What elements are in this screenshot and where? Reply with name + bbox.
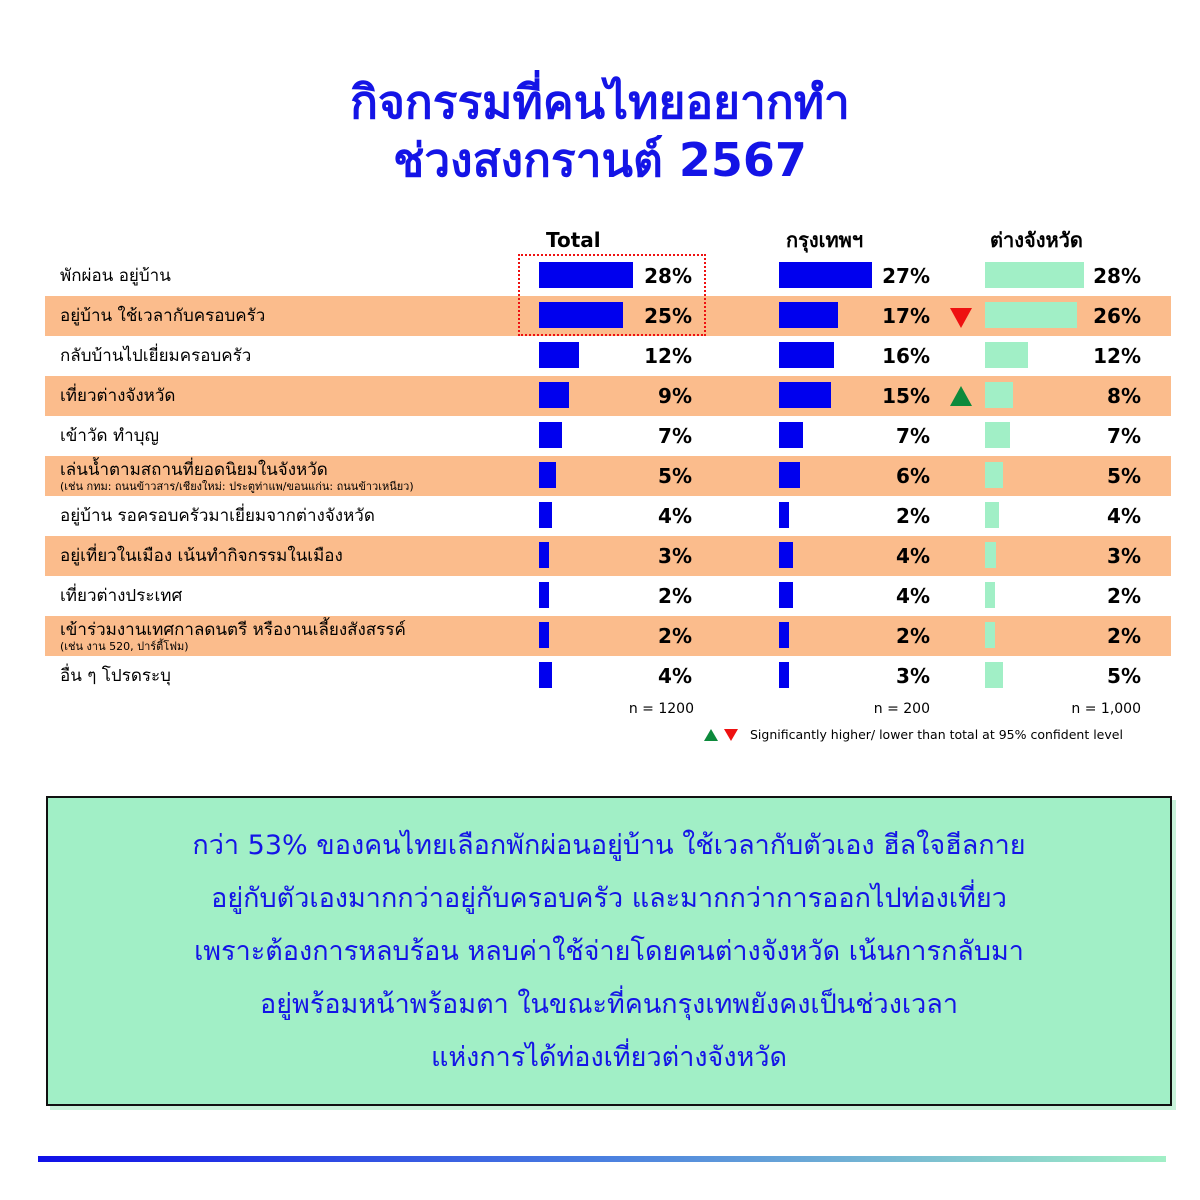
summary-line: อยู่พร้อมหน้าพร้อมตา ในขณะที่คนกรุงเทพยังคงเป็นช่วงเวลา <box>259 988 959 1020</box>
category-label <box>60 376 530 416</box>
chart-row <box>45 456 1171 496</box>
percent-label: 7% <box>658 424 692 448</box>
summary-line: อยู่กับตัวเองมากกว่าอยู่กับครอบครัว และมากกว่าการออกไปท่องเที่ยว <box>211 882 1007 914</box>
category-label-text: อยู่เที่ยวในเมือง เน้นทำกิจกรรมในเมือง <box>60 546 343 566</box>
percent-label: 2% <box>658 584 692 608</box>
percent-label: 25% <box>644 304 692 328</box>
category-label-text: อื่น ๆ โปรดระบุ <box>60 666 171 686</box>
percent-label: 12% <box>1093 344 1141 368</box>
bar-bangkok <box>779 542 793 568</box>
percent-label: 27% <box>882 264 930 288</box>
category-label <box>60 576 530 616</box>
chart-row <box>45 536 1171 576</box>
category-label-note: (เช่น กทม: ถนนข้าวสาร/เชียงใหม่: ประตูท่าแพ/ขอนแก่น: ถนนข้าวเหนียว) <box>60 479 414 493</box>
sample-size-label: n = 1,000 <box>1071 701 1141 717</box>
bar-total <box>539 462 556 488</box>
summary-line: แห่งการได้ท่องเที่ยวต่างจังหวัด <box>430 1041 788 1073</box>
category-label <box>60 336 530 376</box>
bar-total <box>539 582 549 608</box>
category-label <box>60 616 530 656</box>
bar-bangkok <box>779 342 834 368</box>
percent-label: 5% <box>1107 464 1141 488</box>
chart-row <box>45 656 1171 696</box>
category-label <box>60 416 530 456</box>
chart-row <box>45 496 1171 536</box>
category-label-note: (เช่น งาน 520, ปาร์ตี้โฟม) <box>60 639 189 653</box>
significance-legend <box>704 726 1154 744</box>
bar-bangkok <box>779 382 831 408</box>
category-label-text: เที่ยวต่างประเทศ <box>60 586 183 606</box>
category-label <box>60 296 530 336</box>
column-heading: ต่างจังหวัด <box>990 228 1083 252</box>
percent-label: 3% <box>658 544 692 568</box>
bar-bangkok <box>779 502 789 528</box>
percent-label: 28% <box>644 264 692 288</box>
bar-total <box>539 542 549 568</box>
percent-label: 2% <box>658 624 692 648</box>
summary-line: กว่า 53% ของคนไทยเลือกพักผ่อนอยู่บ้าน ใช้เวลากับตัวเอง ฮีลใจฮีลกาย <box>192 829 1026 861</box>
category-label-text: เข้าวัด ทำบุญ <box>60 426 159 446</box>
category-label-text: อยู่บ้าน รอครอบครัวมาเยี่ยมจากต่างจังหวัด <box>60 506 375 526</box>
percent-label: 2% <box>896 504 930 528</box>
bar-total <box>539 502 552 528</box>
chart-row <box>45 576 1171 616</box>
percent-label: 7% <box>1107 424 1141 448</box>
category-label-text: อยู่บ้าน ใช้เวลากับครอบครัว <box>60 306 266 326</box>
column-heading: Total <box>546 228 601 252</box>
bar-total <box>539 422 562 448</box>
summary-box <box>46 796 1172 1106</box>
column-heading: กรุงเทพฯ <box>786 228 864 252</box>
bar-bangkok <box>779 462 800 488</box>
bar-provincial <box>985 462 1003 488</box>
percent-label: 3% <box>896 664 930 688</box>
percent-label: 2% <box>1107 624 1141 648</box>
bar-provincial <box>985 542 996 568</box>
sample-size-label: n = 1200 <box>628 701 694 717</box>
category-label-text: เที่ยวต่างจังหวัด <box>60 386 176 406</box>
bar-total <box>539 662 552 688</box>
percent-label: 26% <box>1093 304 1141 328</box>
significantly-lower-icon <box>950 308 972 328</box>
bar-bangkok <box>779 622 789 648</box>
page-title-line-2: ช่วงสงกรานต์ 2567 <box>393 133 807 187</box>
percent-label: 8% <box>1107 384 1141 408</box>
chart-row <box>45 376 1171 416</box>
percent-label: 4% <box>896 544 930 568</box>
percent-label: 2% <box>1107 584 1141 608</box>
category-label-text: เข้าร่วมงานเทศกาลดนตรี หรืองานเลี้ยงสังสรรค์ <box>60 619 406 640</box>
bar-provincial <box>985 662 1003 688</box>
highlight-box <box>518 254 706 336</box>
chart-row <box>45 416 1171 456</box>
percent-label: 3% <box>1107 544 1141 568</box>
bar-provincial <box>985 342 1028 368</box>
category-label-text: พักผ่อน อยู่บ้าน <box>60 266 171 286</box>
bar-total <box>539 382 569 408</box>
category-label <box>60 536 530 576</box>
percent-label: 17% <box>882 304 930 328</box>
significantly-lower-icon <box>724 729 738 741</box>
percent-label: 9% <box>658 384 692 408</box>
bar-total <box>539 342 579 368</box>
category-label <box>60 496 530 536</box>
category-label <box>60 256 530 296</box>
percent-label: 4% <box>658 664 692 688</box>
bar-provincial <box>985 622 995 648</box>
percent-label: 6% <box>896 464 930 488</box>
page-title-line-1: กิจกรรมที่คนไทยอยากทำ <box>350 75 850 129</box>
percent-label: 5% <box>658 464 692 488</box>
percent-label: 16% <box>882 344 930 368</box>
bar-bangkok <box>779 582 793 608</box>
legend-text: Significantly higher/ lower than total at 95% confident level <box>750 727 1123 742</box>
category-label-text: เล่นน้ำตามสถานที่ยอดนิยมในจังหวัด <box>60 459 328 480</box>
percent-label: 28% <box>1093 264 1141 288</box>
category-label <box>60 656 530 696</box>
percent-label: 4% <box>1107 504 1141 528</box>
category-label-text: กลับบ้านไปเยี่ยมครอบครัว <box>60 346 252 366</box>
bar-provincial <box>985 382 1013 408</box>
percent-label: 4% <box>658 504 692 528</box>
bar-total <box>539 622 549 648</box>
significantly-higher-icon <box>950 386 972 406</box>
chart-row <box>45 336 1171 376</box>
bar-provincial <box>985 422 1010 448</box>
summary-line: เพราะต้องการหลบร้อน หลบค่าใช้จ่ายโดยคนต่างจังหวัด เน้นการกลับมา <box>194 935 1024 967</box>
bar-bangkok <box>779 422 803 448</box>
percent-label: 2% <box>896 624 930 648</box>
bar-provincial <box>985 582 995 608</box>
percent-label: 15% <box>882 384 930 408</box>
sample-size-label: n = 200 <box>873 701 930 717</box>
bar-bangkok <box>779 662 789 688</box>
category-label <box>60 456 530 496</box>
percent-label: 7% <box>896 424 930 448</box>
bar-bangkok <box>779 302 838 328</box>
percent-label: 12% <box>644 344 692 368</box>
significantly-higher-icon <box>704 729 718 741</box>
footer-gradient-rule <box>38 1156 1166 1162</box>
bar-provincial <box>985 502 999 528</box>
percent-label: 4% <box>896 584 930 608</box>
percent-label: 5% <box>1107 664 1141 688</box>
chart-row <box>45 616 1171 656</box>
